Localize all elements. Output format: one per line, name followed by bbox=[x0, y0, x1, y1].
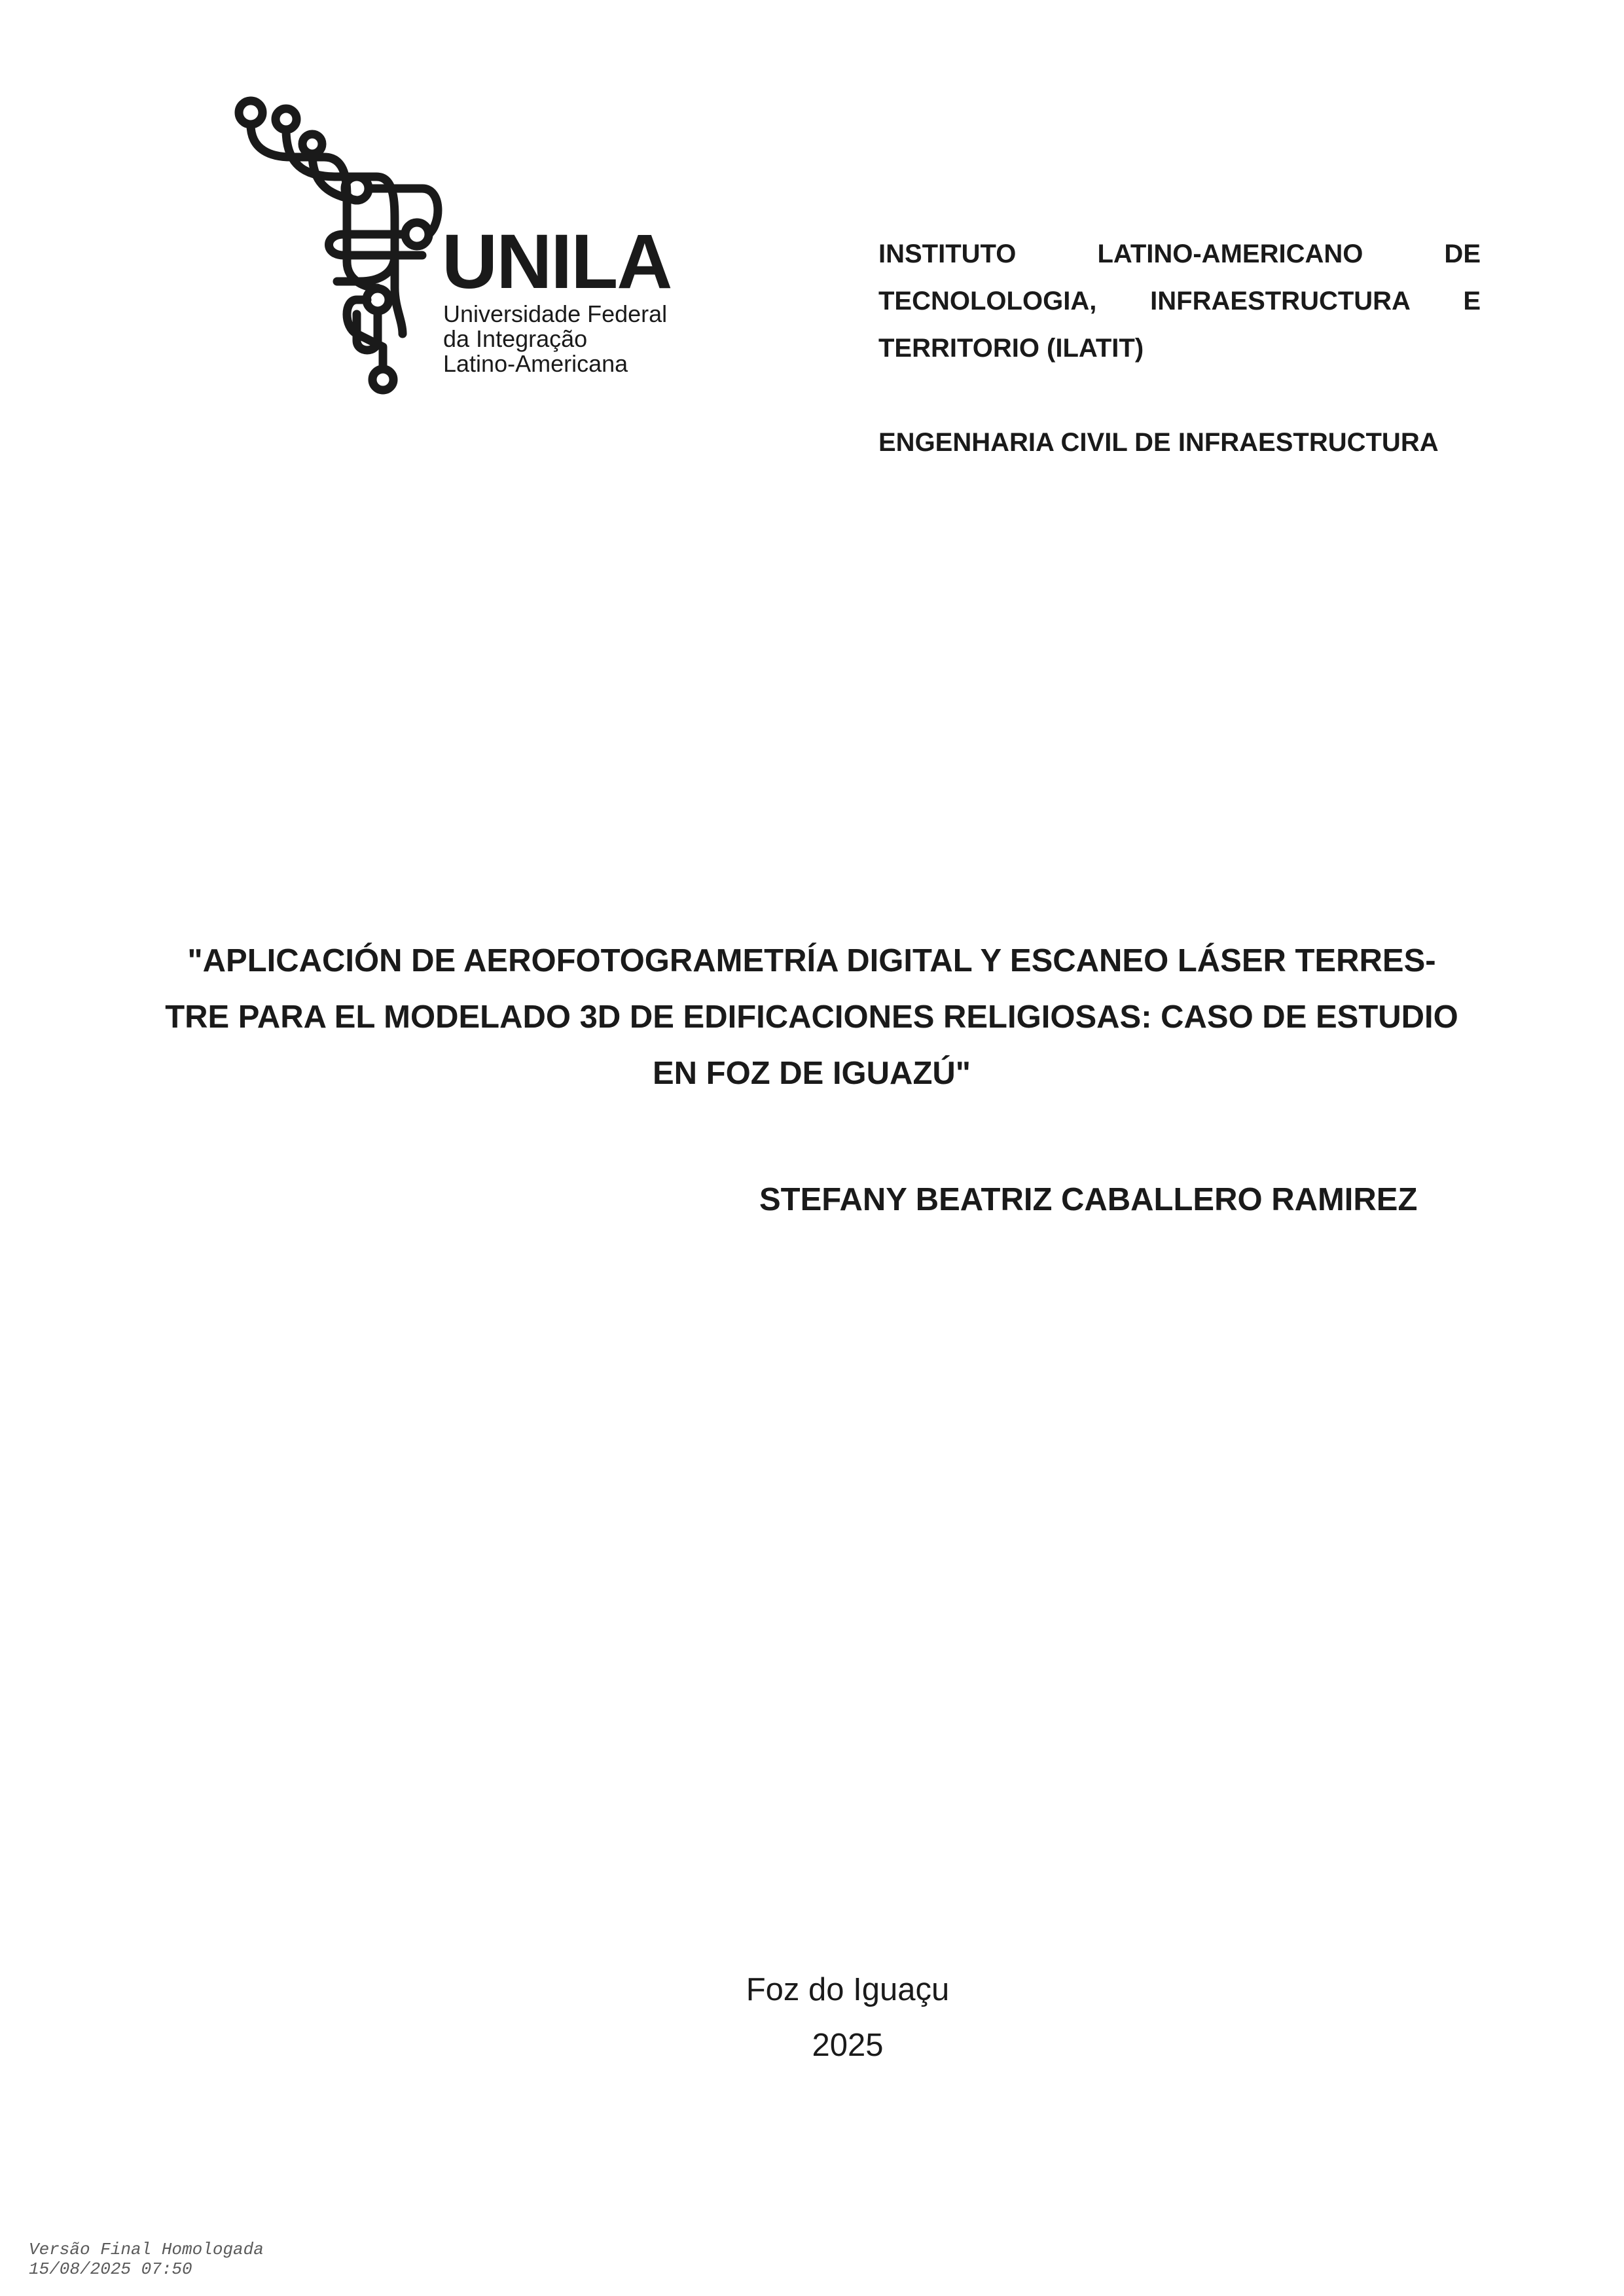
thesis-title-line-1: "APLICACIÓN DE AEROFOTOGRAMETRÍA DIGITAL Y ESCANEO LÁSER TERRES- bbox=[187, 943, 1436, 978]
unila-emblem-icon bbox=[239, 101, 438, 390]
thesis-title-line-3: EN FOZ DE IGUAZÚ" bbox=[652, 1056, 971, 1091]
unila-wordmark: UNILA bbox=[442, 219, 672, 305]
course-name: ENGENHARIA CIVIL DE INFRAESTRUCTURA bbox=[878, 428, 1439, 457]
thesis-title bbox=[131, 933, 1492, 1102]
svg-text:Universidade Federal: Universidade Federal bbox=[443, 300, 668, 327]
year: 2025 bbox=[812, 2028, 884, 2063]
version-stamp bbox=[29, 2240, 264, 2279]
unila-logo bbox=[226, 92, 723, 399]
author-name: STEFANY BEATRIZ CABALLERO RAMIREZ bbox=[759, 1182, 1418, 1217]
version-timestamp: 15/08/2025 07:50 bbox=[29, 2259, 192, 2279]
svg-text:da Integração: da Integração bbox=[443, 325, 588, 352]
place: Foz do Iguaçu bbox=[746, 1972, 950, 2007]
svg-text:Latino-Americana: Latino-Americana bbox=[443, 350, 628, 377]
version-status: Versão Final Homologada bbox=[29, 2240, 264, 2259]
thesis-title-line-2: TRE PARA EL MODELADO 3D DE EDIFICACIONES RELIGIOSAS: CASO DE ESTUDIO bbox=[165, 999, 1458, 1035]
institute-name: INSTITUTO LATINO-AMERICANO DE TECNOLOLOGIA, INFRAESTRUCTURA E TERRITORIO (ILATIT) bbox=[878, 240, 1481, 363]
